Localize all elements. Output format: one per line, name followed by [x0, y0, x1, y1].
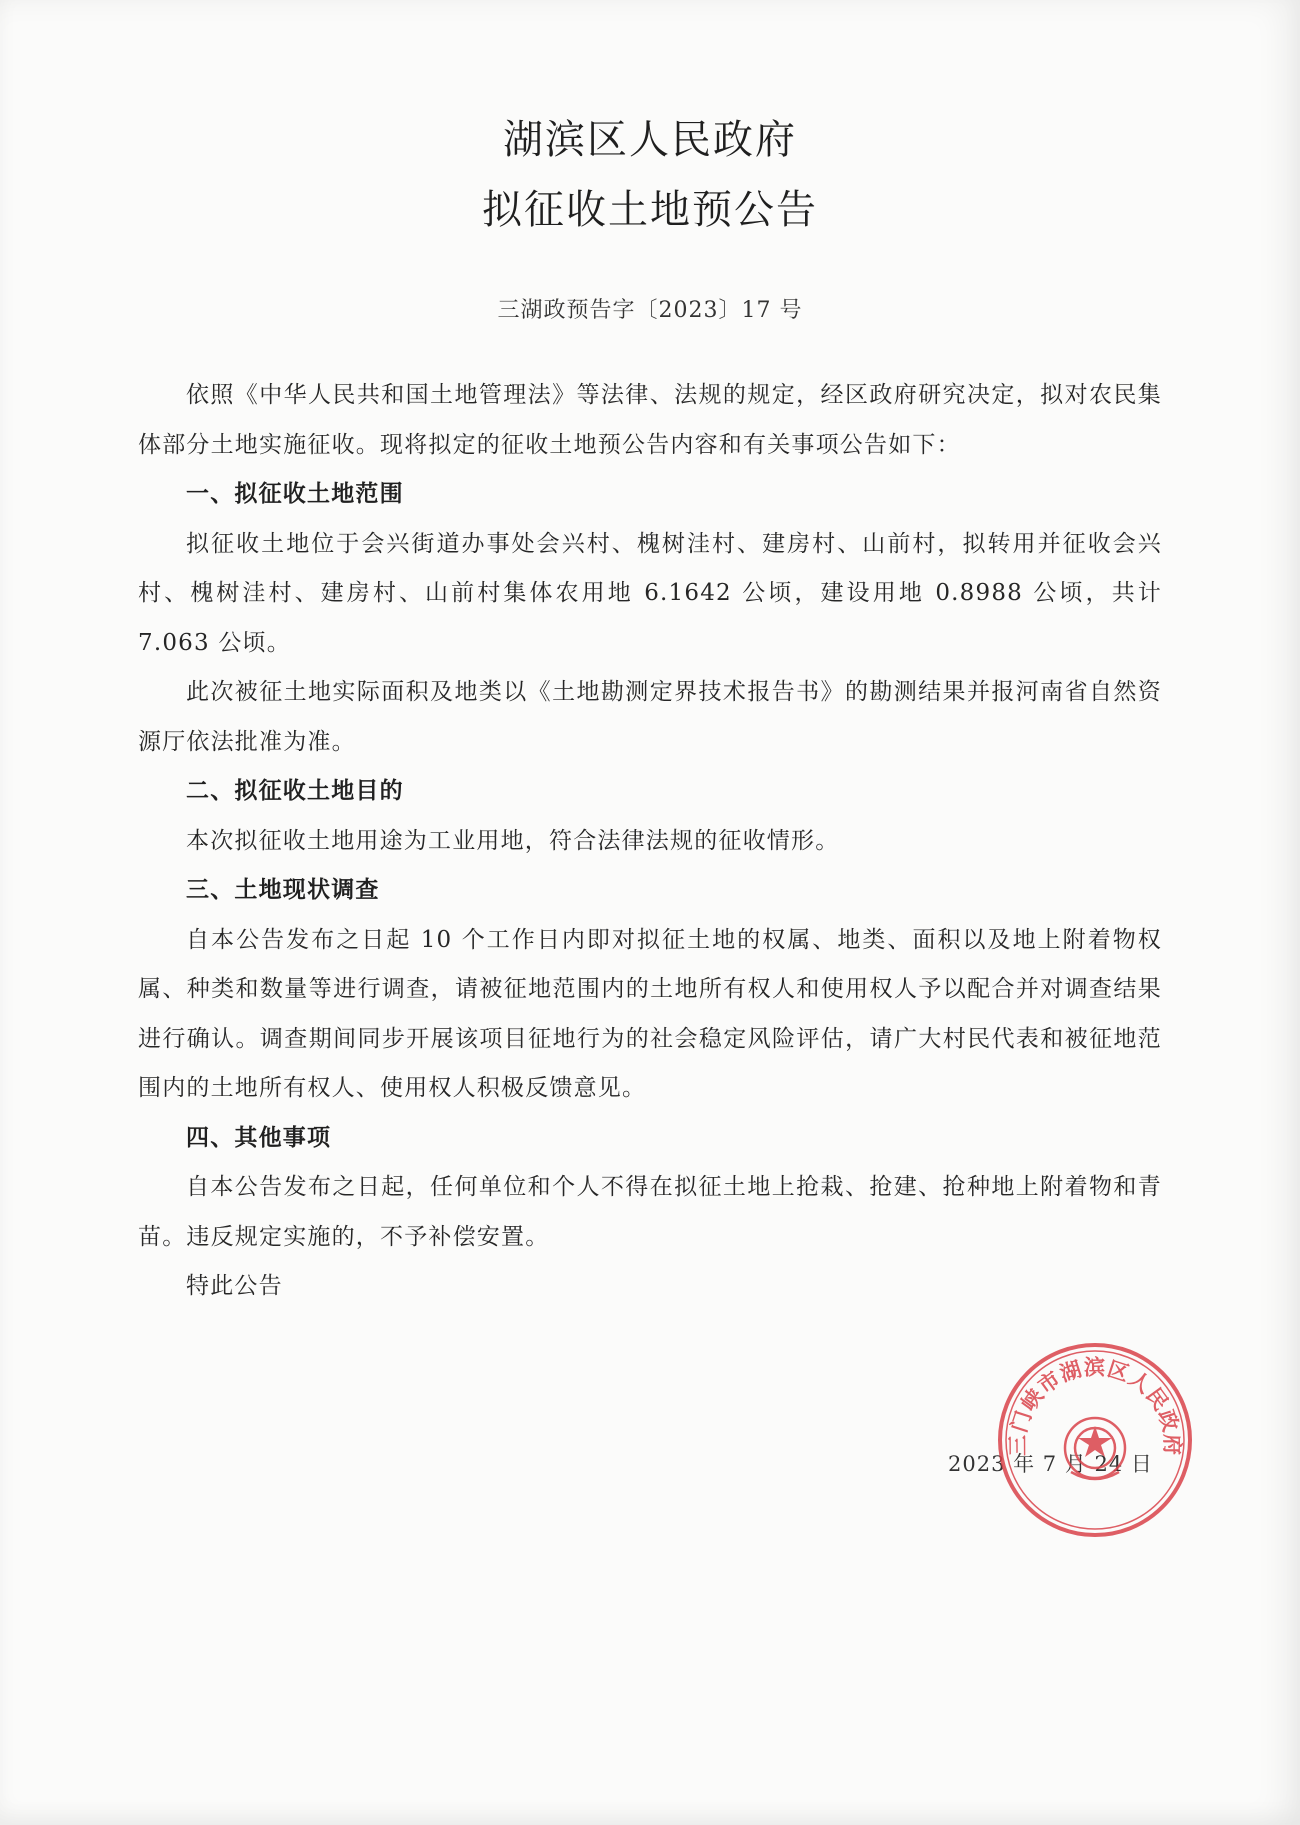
section2-paragraph1: 本次拟征收土地用途为工业用地，符合法律法规的征收情形。 [186, 827, 840, 854]
section1-heading: 一、拟征收土地范围 [186, 481, 404, 507]
document-body [138, 371, 1162, 1312]
document-number: 三湖政预告字〔2023〕17 号 [497, 298, 803, 323]
section4-paragraph1: 自本公告发布之日起，任何单位和个人不得在拟征土地上抢栽、抢建、抢种地上附着物和青苗。违反规定实施的，不予补偿安置。 [138, 1174, 1162, 1250]
section1-paragraph1: 拟征收土地位于会兴街道办事处会兴村、槐树洼村、建房村、山前村，拟转用并征收会兴村、槐树洼村、建房村、山前村集体农用地 6.1642 公顷，建设用地 0.8988 公顷，共计 7.063 公顷。 [138, 530, 1162, 656]
seal-text: 三门峡市湖滨区人民政府 [1005, 1355, 1185, 1457]
section2-heading: 二、拟征收土地目的 [186, 778, 404, 804]
section3-heading: 三、土地现状调查 [186, 877, 380, 903]
issue-date: 2023 年 7 月 24 日 [948, 1452, 1153, 1476]
document-title-line2: 拟征收土地预公告 [482, 187, 818, 233]
closing-text: 特此公告 [186, 1273, 283, 1299]
national-emblem-icon [1065, 1418, 1125, 1479]
section4-heading: 四、其他事项 [186, 1124, 332, 1151]
intro-paragraph: 依照《中华人民共和国土地管理法》等法律、法规的规定，经区政府研究决定，拟对农民集体部分土地实施征收。现将拟定的征收土地预公告内容和有关事项公告如下： [138, 382, 1162, 458]
section3-paragraph1: 自本公告发布之日起 10 个工作日内即对拟征土地的权属、地类、面积以及地上附着物权属、种类和数量等进行调查，请被征地范围内的土地所有权人和使用权人予以配合并对调查结果进行确认。调查期间同步开展该项目征地行为的社会稳定风险评估，请广大村民代表和被征地范围内的土地所有权人、使用权人积极反馈意见。 [138, 926, 1162, 1101]
official-seal [995, 1340, 1195, 1540]
section1-paragraph2: 此次被征土地实际面积及地类以《土地勘测定界技术报告书》的勘测结果并报河南省自然资源厅依法批准为准。 [138, 679, 1162, 755]
document-title-line1: 湖滨区人民政府 [503, 117, 797, 163]
